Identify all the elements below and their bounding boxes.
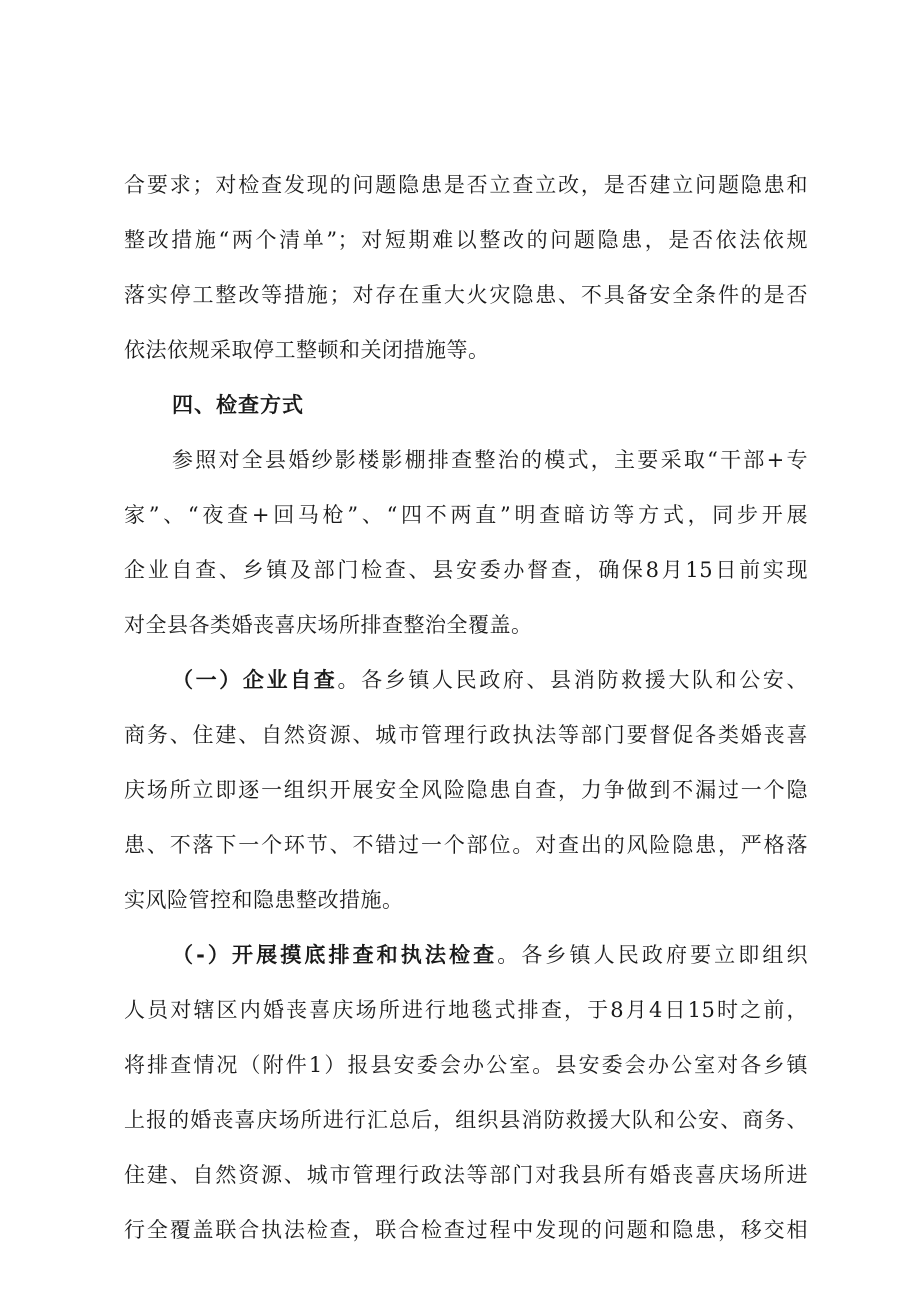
paragraph-line: 实风险管控和隐患整改措施。 [124, 888, 404, 912]
paragraph-line: 企业自查、乡镇及部门检查、县安委办督查，确保8月15日前实现 [124, 558, 808, 582]
paragraph-line: 整改措施“两个清单”；对短期难以整改的问题隐患，是否依法依规 [124, 228, 808, 252]
item-two-title: （-）开展摸底排查和执法检查 [172, 943, 498, 967]
paragraph-line: 上报的婚丧喜庆场所进行汇总后，组织县消防救援大队和公安、商务、 [124, 1108, 808, 1132]
paragraph-line: 商务、住建、自然资源、城市管理行政执法等部门要督促各类婚丧喜 [124, 723, 808, 747]
paragraph-line: 依法依规采取停工整顿和关闭措施等。 [124, 338, 490, 362]
paragraph-line: 合要求；对检查发现的问题隐患是否立查立改，是否建立问题隐患和 [124, 173, 808, 197]
paragraph-line: 将排查情况（附件1）报县安委会办公室。县安委会办公室对各乡镇 [124, 1053, 808, 1077]
section-heading: 四、检查方式 [172, 393, 304, 417]
paragraph-line: 患、不落下一个环节、不错过一个部位。对查出的风险隐患，严格落 [124, 833, 808, 857]
item-one-title: （一）企业自查 [172, 668, 338, 692]
item-two-text: 。各乡镇人民政府要立即组织 [497, 943, 809, 967]
paragraph-line: 庆场所立即逐一组织开展安全风险隐患自查，力争做到不漏过一个隐 [124, 778, 808, 802]
paragraph-line: 家”、“夜查+回马枪”、“四不两直”明查暗访等方式，同步开展 [124, 503, 808, 527]
item-one-first-line [172, 666, 808, 694]
item-one-text: 。各乡镇人民政府、县消防救援大队和公安、 [337, 668, 809, 692]
paragraph-line: 人员对辖区内婚丧喜庆场所进行地毯式排查，于8月4日15时之前， [124, 998, 808, 1022]
paragraph-line: 落实停工整改等措施；对存在重大火灾隐患、不具备安全条件的是否 [124, 283, 808, 307]
item-two-first-line [172, 941, 808, 969]
paragraph-line: 参照对全县婚纱影楼影棚排查整治的模式，主要采取“干部+专 [172, 448, 808, 472]
paragraph-line: 行全覆盖联合执法检查，联合检查过程中发现的问题和隐患，移交相 [124, 1218, 808, 1242]
paragraph-line: 对全县各类婚丧喜庆场所排查整治全覆盖。 [124, 613, 533, 637]
paragraph-line: 住建、自然资源、城市管理行政法等部门对我县所有婚丧喜庆场所进 [124, 1163, 808, 1187]
